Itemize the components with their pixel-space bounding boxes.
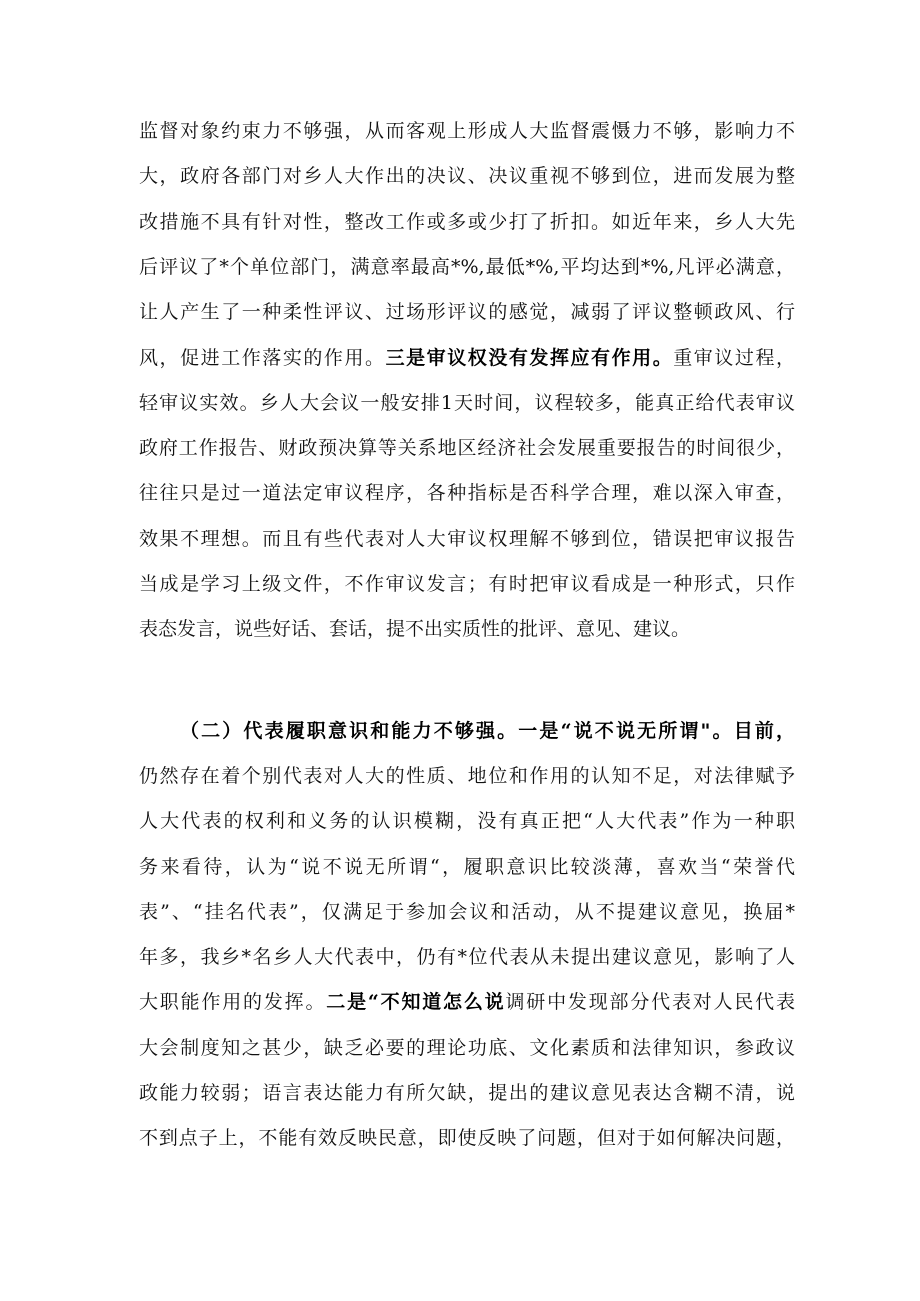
text-run: 往往只是过一道法定审议程序，各种指标是否科学合理，难以深入审查， (139, 482, 795, 504)
text-line (139, 1028, 795, 1068)
text-run: 让人产生了一种柔性评议、过场形评议的感觉，减弱了评议整顿政风、行 (139, 301, 795, 323)
text-run: 表态发言，说些好话、套话，提不出实质性的批评、意见、建议。 (139, 618, 691, 640)
text-run: 风，促进工作落实的作用。 (139, 347, 386, 369)
text-line (139, 564, 795, 604)
text-line (139, 292, 795, 332)
text-run: 大，政府各部门对乡人大作出的决议、决议重视不够到位，进而发展为整 (139, 165, 795, 187)
text-run: 轻审议实效。乡人大会议一般安排1天时间，议程较多，能真正给代表审议 (139, 392, 795, 414)
text-line (139, 609, 795, 649)
text-line (139, 847, 795, 887)
text-line (139, 1118, 795, 1158)
text-line (139, 428, 795, 468)
text-line (139, 892, 795, 932)
bold-heading-run: 三是审议权没有发挥应有作用。 (385, 347, 674, 369)
text-run: 人大代表的权利和义务的认识模糊，没有真正把“人大代表”作为一种职 (139, 810, 795, 832)
text-run: 效果不理想。而且有些代表对人大审议权理解不够到位，错误把审议报告 (139, 528, 795, 550)
text-line (139, 801, 795, 841)
section-heading-line (180, 711, 795, 751)
text-run: 表”、“挂名代表”，仅满足于参加会议和活动，从不提建议意见，换届* (139, 901, 795, 923)
text-run: 大会制度知之甚少，缺乏必要的理论功底、文化素质和法律知识，参政议 (139, 1037, 795, 1059)
text-run: 监督对象约束力不够强，从而客观上形成人大监督震慑力不够，影响力不 (139, 120, 795, 142)
text-run: 年多，我乡*名乡人大代表中，仍有*位代表从未提出建议意见，影响了人 (139, 946, 795, 968)
text-line (139, 473, 795, 513)
text-line (139, 202, 795, 242)
text-line (139, 1073, 795, 1113)
text-line (139, 982, 795, 1022)
text-run: 政能力较弱；语言表达能力有所欠缺，提出的建议意见表达含糊不清，说 (139, 1082, 795, 1104)
text-run: 当成是学习上级文件，不作审议发言；有时把审议看成是一种形式，只作 (139, 573, 795, 595)
text-line (139, 756, 795, 796)
text-line (139, 156, 795, 196)
text-line (139, 383, 795, 423)
text-line (139, 937, 795, 977)
text-run: 重审议过程， (673, 347, 795, 369)
text-line (139, 338, 795, 378)
text-line (139, 247, 795, 287)
text-run: 调研中发现部分代表对人民代表 (505, 991, 795, 1013)
text-run: 政府工作报告、财政预决算等关系地区经济社会发展重要报告的时间很少， (139, 437, 795, 459)
text-line (139, 111, 795, 151)
text-run: 后评议了*个单位部门，满意率最高*%,最低*%,平均达到*%,凡评必满意， (139, 256, 795, 278)
text-run: 改措施不具有针对性，整改工作或多或少打了折扣。如近年来，乡人大先 (139, 211, 795, 233)
text-run: 仍然存在着个别代表对人大的性质、地位和作用的认知不足，对法律赋予 (139, 765, 795, 787)
text-run: 务来看待，认为“说不说无所谓“，履职意识比较淡薄，喜欢当“荣誉代 (139, 856, 795, 878)
text-line (139, 519, 795, 559)
text-run: 不到点子上，不能有效反映民意，即使反映了问题，但对于如何解决问题， (139, 1127, 795, 1149)
text-run: 大职能作用的发挥。 (139, 991, 327, 1013)
bold-heading-run: 二是“不知道怎么说 (326, 991, 506, 1013)
bold-heading-run: （二）代表履职意识和能力不够强。一是“说不说无所谓"。目前， (180, 720, 795, 742)
